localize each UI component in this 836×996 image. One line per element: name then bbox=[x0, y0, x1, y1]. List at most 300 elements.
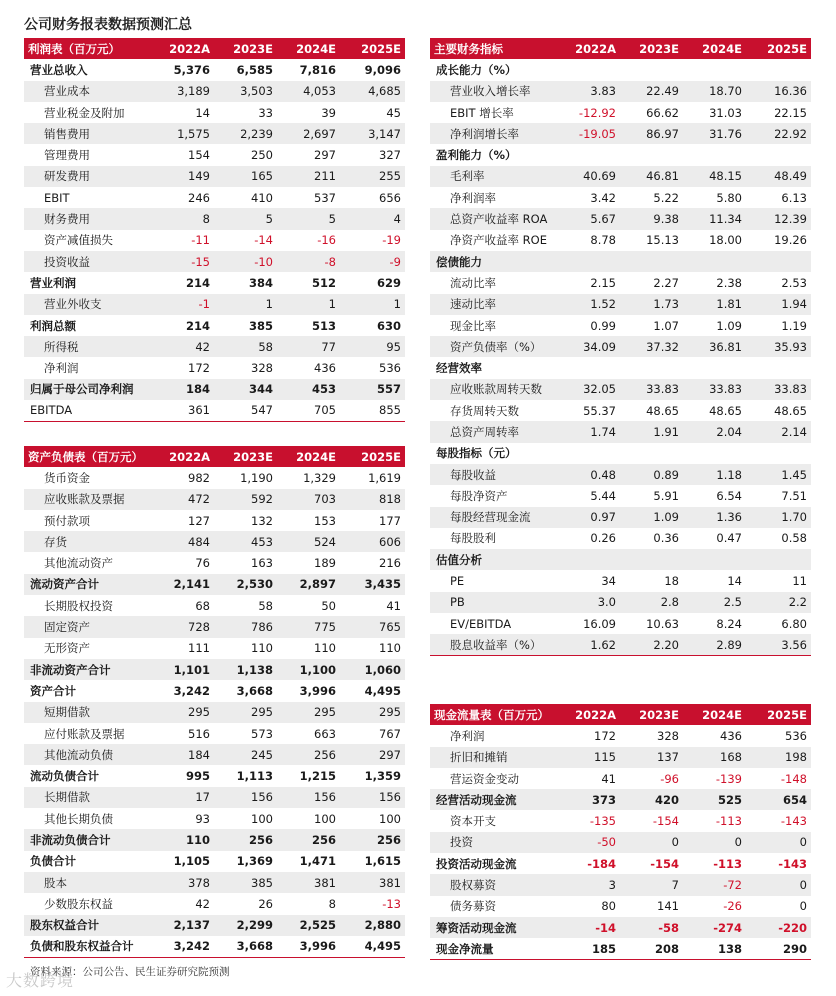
cell-value: 1,138 bbox=[214, 659, 277, 680]
row-label: 每股收益 bbox=[430, 464, 557, 485]
table-row bbox=[24, 765, 405, 786]
cell-value: 3.0 bbox=[557, 592, 620, 613]
cell-value: -14 bbox=[557, 917, 620, 938]
row-label: 估值分析 bbox=[430, 549, 557, 570]
cell-value: 3,189 bbox=[151, 81, 214, 102]
cell-value: 0 bbox=[683, 832, 746, 853]
row-label: 净利润 bbox=[450, 728, 485, 743]
cell-value: 7.51 bbox=[781, 488, 807, 503]
cell-value: 2.15 bbox=[590, 275, 616, 290]
table-row bbox=[24, 102, 405, 123]
cell-value: 66.62 bbox=[646, 105, 679, 120]
row-label: 所得税 bbox=[24, 336, 151, 357]
cell-value: 1.07 bbox=[653, 318, 679, 333]
cell-value: -113 bbox=[713, 856, 742, 871]
row-label: EBIT 增长率 bbox=[450, 105, 514, 120]
balance-sheet-table bbox=[24, 446, 405, 958]
row-label: 应收账款周转天数 bbox=[430, 379, 557, 400]
cell-value: 1.81 bbox=[683, 294, 746, 315]
cell-value: 156 bbox=[277, 787, 340, 808]
row-label: 每股经营现金流 bbox=[430, 507, 557, 528]
cell-value: 378 bbox=[151, 872, 214, 893]
table-row bbox=[24, 851, 405, 872]
row-label: 现金净流量 bbox=[430, 938, 557, 959]
cell-value: 786 bbox=[214, 616, 277, 637]
cell-value: 995 bbox=[185, 769, 210, 784]
cell-value: 100 bbox=[251, 811, 273, 826]
cell-value: 4,053 bbox=[277, 81, 340, 102]
table-row bbox=[430, 507, 811, 528]
cell-value: 344 bbox=[214, 379, 277, 400]
cell-value: 297 bbox=[314, 148, 336, 163]
row-label: 营业外收支 bbox=[24, 294, 151, 315]
row-label: 负债和股东权益合计 bbox=[24, 936, 151, 957]
cell-value: 1 bbox=[340, 294, 405, 315]
cell-value: 10.63 bbox=[646, 616, 679, 631]
cell-value: -50 bbox=[557, 832, 620, 853]
cell-value: -274 bbox=[683, 917, 746, 938]
cell-value: 31.03 bbox=[709, 105, 742, 120]
table-row bbox=[430, 336, 811, 357]
cell-value: 453 bbox=[214, 531, 277, 552]
row-label: 净利润率 bbox=[450, 190, 496, 205]
cell-value: 453 bbox=[277, 379, 340, 400]
row-label: EBITDA bbox=[24, 400, 151, 421]
row-label: 经营效率 bbox=[436, 361, 482, 376]
row-label: 负债合计 bbox=[30, 854, 76, 869]
cell-value: 2.8 bbox=[620, 592, 683, 613]
row-label: PB bbox=[430, 592, 557, 613]
cell-value: 256 bbox=[277, 829, 340, 850]
cell-value: 6.13 bbox=[781, 190, 807, 205]
row-label: 销售费用 bbox=[24, 123, 151, 144]
table-row bbox=[24, 808, 405, 829]
cell-value: -154 bbox=[650, 856, 679, 871]
cell-value: 1.09 bbox=[620, 507, 683, 528]
cell-value: 33.83 bbox=[683, 379, 746, 400]
cell-value: 17 bbox=[151, 787, 214, 808]
cell-value: 48.49 bbox=[746, 166, 811, 187]
cell-value: 208 bbox=[620, 938, 683, 959]
row-label: 归属于母公司净利润 bbox=[24, 379, 151, 400]
watermark: 大数跨境 bbox=[6, 971, 75, 990]
cell-value: 2,239 bbox=[214, 123, 277, 144]
cell-value: -148 bbox=[780, 771, 807, 786]
cell-value: 656 bbox=[379, 190, 401, 205]
table-row bbox=[430, 294, 811, 315]
cell-value: 12.39 bbox=[746, 208, 811, 229]
cell-value: 2,880 bbox=[340, 915, 405, 936]
cell-value: 156 bbox=[214, 787, 277, 808]
table-row bbox=[24, 744, 405, 765]
cell-value: 629 bbox=[376, 275, 401, 290]
cell-value: -154 bbox=[652, 814, 679, 829]
row-label: 长期股权投资 bbox=[44, 598, 113, 613]
cell-value: 1,619 bbox=[368, 470, 401, 485]
table-row bbox=[24, 400, 405, 421]
cell-value: 15.13 bbox=[646, 233, 679, 248]
table-row bbox=[430, 187, 811, 208]
column-header: 2024E bbox=[683, 38, 746, 59]
row-label: 营业总收入 bbox=[30, 62, 88, 77]
cell-value: 11.34 bbox=[683, 208, 746, 229]
cell-value: 86.97 bbox=[620, 123, 683, 144]
cell-value: -72 bbox=[683, 874, 746, 895]
cell-value bbox=[683, 144, 746, 165]
column-header: 2022A bbox=[557, 38, 620, 59]
cell-value: 16.36 bbox=[746, 81, 811, 102]
cell-value: 8.24 bbox=[716, 616, 742, 631]
cell-value: 1,471 bbox=[299, 854, 336, 869]
table-row bbox=[24, 680, 405, 701]
cell-value: 384 bbox=[248, 275, 273, 290]
cell-value: 0.47 bbox=[716, 531, 742, 546]
cell-value: 606 bbox=[340, 531, 405, 552]
cell-value: 48.65 bbox=[774, 403, 807, 418]
cell-value: 767 bbox=[379, 726, 401, 741]
cell-value: 1,329 bbox=[303, 470, 336, 485]
table-row bbox=[430, 725, 811, 746]
cell-value: 2.2 bbox=[746, 592, 811, 613]
cell-value: 1,190 bbox=[240, 470, 273, 485]
cell-value: 1,060 bbox=[340, 659, 405, 680]
cell-value: 41 bbox=[601, 771, 616, 786]
table-row bbox=[430, 853, 811, 874]
row-label: 流动资产合计 bbox=[24, 574, 151, 595]
row-label: 预付款项 bbox=[44, 513, 90, 528]
cell-value: 39 bbox=[321, 105, 336, 120]
row-label: 存货 bbox=[24, 531, 151, 552]
cell-value: 1,100 bbox=[277, 659, 340, 680]
table-row bbox=[24, 357, 405, 378]
cell-value: 172 bbox=[188, 361, 210, 376]
cell-value: 3,147 bbox=[340, 123, 405, 144]
table-header-row bbox=[24, 38, 405, 59]
cell-value: 41 bbox=[386, 598, 401, 613]
cell-value: 110 bbox=[379, 641, 401, 656]
table-row bbox=[430, 421, 811, 442]
cell-value: 76 bbox=[195, 556, 210, 571]
cell-value: 50 bbox=[321, 598, 336, 613]
table-row bbox=[430, 528, 811, 549]
row-label: 研发费用 bbox=[24, 166, 151, 187]
cell-value: 132 bbox=[251, 513, 273, 528]
cell-value: 1,369 bbox=[236, 854, 273, 869]
cell-value bbox=[746, 144, 811, 165]
row-label: 每股股利 bbox=[450, 531, 496, 546]
cell-value: 48.15 bbox=[683, 166, 746, 187]
table-row bbox=[24, 638, 405, 659]
cell-value: -16 bbox=[317, 233, 336, 248]
cell-value: 198 bbox=[746, 747, 811, 768]
cell-value: 46.81 bbox=[620, 166, 683, 187]
table-row bbox=[430, 485, 811, 506]
table-row bbox=[430, 634, 811, 655]
cell-value: 58 bbox=[214, 336, 277, 357]
table-row bbox=[430, 938, 811, 959]
table-header-row bbox=[24, 446, 405, 467]
column-header: 2023E bbox=[214, 38, 277, 59]
column-header: 2022A bbox=[557, 704, 620, 725]
table-row bbox=[430, 443, 811, 464]
cell-value bbox=[683, 59, 746, 80]
table-row bbox=[24, 272, 405, 293]
cell-value: 516 bbox=[188, 726, 210, 741]
table-row bbox=[24, 467, 405, 488]
cell-value: 110 bbox=[314, 641, 336, 656]
column-header: 2023E bbox=[214, 446, 277, 467]
cell-value: -139 bbox=[715, 771, 742, 786]
cell-value: 1.18 bbox=[683, 464, 746, 485]
table-row bbox=[24, 616, 405, 637]
row-label: 应付账款及票据 bbox=[44, 726, 125, 741]
row-label: 偿债能力 bbox=[430, 251, 557, 272]
row-label: 盈利能力（%） bbox=[436, 148, 517, 163]
cell-value: 1.45 bbox=[746, 464, 811, 485]
cell-value: 8 bbox=[328, 896, 336, 911]
cell-value: 818 bbox=[340, 489, 405, 510]
cell-value: 5.44 bbox=[590, 488, 616, 503]
cell-value: 163 bbox=[251, 556, 273, 571]
cell-value: 22.49 bbox=[620, 81, 683, 102]
cell-value: 19.26 bbox=[774, 233, 807, 248]
cell-value: 165 bbox=[214, 166, 277, 187]
cell-value: -11 bbox=[191, 233, 210, 248]
table-row bbox=[24, 315, 405, 336]
cell-value: 1.73 bbox=[620, 294, 683, 315]
cell-value: 295 bbox=[340, 702, 405, 723]
cell-value: 45 bbox=[386, 105, 401, 120]
cell-value: -15 bbox=[151, 251, 214, 272]
cell-value: 373 bbox=[557, 789, 620, 810]
table-row bbox=[24, 230, 405, 251]
row-label: 现金比率 bbox=[450, 318, 496, 333]
cell-value: 1.94 bbox=[746, 294, 811, 315]
table-row bbox=[430, 315, 811, 336]
table-row bbox=[24, 595, 405, 616]
cell-value: 513 bbox=[311, 318, 336, 333]
table-row bbox=[24, 659, 405, 680]
cell-value: 149 bbox=[151, 166, 214, 187]
cell-value: 2.38 bbox=[716, 275, 742, 290]
table-header-row bbox=[430, 38, 811, 59]
cell-value: -1 bbox=[151, 294, 214, 315]
table-header-row bbox=[430, 704, 811, 725]
cell-value: 3.83 bbox=[557, 81, 620, 102]
row-label: 营业利润 bbox=[30, 275, 76, 290]
table-row bbox=[430, 789, 811, 810]
cell-value: 524 bbox=[277, 531, 340, 552]
table-row bbox=[24, 936, 405, 957]
cell-value: 32.05 bbox=[557, 379, 620, 400]
column-header: 2022A bbox=[151, 446, 214, 467]
cell-value: 185 bbox=[557, 938, 620, 959]
cell-value: 484 bbox=[151, 531, 214, 552]
cell-value: 177 bbox=[379, 513, 401, 528]
cell-value: 214 bbox=[185, 318, 210, 333]
cell-value bbox=[620, 357, 683, 378]
cell-value: 1 bbox=[214, 294, 277, 315]
table-row bbox=[430, 81, 811, 102]
cell-value bbox=[683, 357, 746, 378]
cell-value: 2.89 bbox=[683, 634, 746, 655]
row-label: 股东权益合计 bbox=[24, 915, 151, 936]
cell-value: 0 bbox=[746, 832, 811, 853]
cell-value: 3,435 bbox=[340, 574, 405, 595]
cell-value: 1,105 bbox=[173, 854, 210, 869]
cell-value: 77 bbox=[277, 336, 340, 357]
cell-value: 1 bbox=[277, 294, 340, 315]
cell-value: 100 bbox=[379, 811, 401, 826]
row-label: 总资产周转率 bbox=[430, 421, 557, 442]
cell-value: 110 bbox=[251, 641, 273, 656]
row-label: 净利润 bbox=[44, 361, 79, 376]
row-label: 资产减值损失 bbox=[44, 233, 113, 248]
row-label: 其他长期负债 bbox=[44, 811, 113, 826]
row-label: 长期借款 bbox=[24, 787, 151, 808]
cell-value: 36.81 bbox=[683, 336, 746, 357]
column-header: 2023E bbox=[620, 704, 683, 725]
cell-value: -9 bbox=[340, 251, 405, 272]
cell-value: -143 bbox=[778, 856, 807, 871]
cell-value: 436 bbox=[314, 361, 336, 376]
row-label: 财务费用 bbox=[24, 208, 151, 229]
cell-value: 536 bbox=[785, 728, 807, 743]
cell-value: 2,299 bbox=[214, 915, 277, 936]
cell-value: 3,242 bbox=[151, 936, 214, 957]
cell-value: -58 bbox=[620, 917, 683, 938]
cell-value: 537 bbox=[314, 190, 336, 205]
cell-value: 9.38 bbox=[620, 208, 683, 229]
row-label: 每股净资产 bbox=[450, 488, 508, 503]
cell-value: 328 bbox=[251, 361, 273, 376]
row-label: 毛利率 bbox=[430, 166, 557, 187]
table-row bbox=[24, 723, 405, 744]
cell-value: 630 bbox=[376, 318, 401, 333]
table-row bbox=[430, 592, 811, 613]
row-label: 其他流动资产 bbox=[44, 556, 113, 571]
column-header: 2025E bbox=[746, 38, 811, 59]
table-row bbox=[24, 379, 405, 400]
row-label: 货币资金 bbox=[44, 470, 90, 485]
table-row bbox=[24, 336, 405, 357]
cell-value: 4,685 bbox=[340, 81, 405, 102]
row-label: 固定资产 bbox=[24, 616, 151, 637]
row-label: 投资 bbox=[430, 832, 557, 853]
cell-value: 0.36 bbox=[653, 531, 679, 546]
cell-value: 5 bbox=[214, 208, 277, 229]
cell-value: 256 bbox=[277, 744, 340, 765]
table-title: 资产负债表（百万元） bbox=[24, 446, 151, 467]
cell-value: 0.89 bbox=[620, 464, 683, 485]
cell-value: 0.26 bbox=[590, 531, 616, 546]
cell-value: -135 bbox=[589, 814, 616, 829]
table-row bbox=[430, 896, 811, 917]
table-row bbox=[24, 294, 405, 315]
source-note: 资料来源：公司公告、民生证券研究院预测 bbox=[30, 966, 230, 978]
cell-value: 1.74 bbox=[557, 421, 620, 442]
table-title: 利润表（百万元） bbox=[24, 38, 151, 59]
cell-value: 250 bbox=[251, 148, 273, 163]
cell-value: 172 bbox=[594, 728, 616, 743]
cell-value: 110 bbox=[151, 829, 214, 850]
cell-value: 22.92 bbox=[746, 123, 811, 144]
cell-value: -10 bbox=[214, 251, 277, 272]
cell-value: 3.42 bbox=[590, 190, 616, 205]
cell-value: 18.00 bbox=[709, 233, 742, 248]
cell-value: 1,575 bbox=[151, 123, 214, 144]
cell-value: 16.09 bbox=[583, 616, 616, 631]
cell-value: 37.32 bbox=[620, 336, 683, 357]
table-row bbox=[430, 59, 811, 80]
cell-value bbox=[557, 549, 620, 570]
cell-value: 290 bbox=[746, 938, 811, 959]
cash-flow-table bbox=[430, 704, 811, 960]
cell-value: 100 bbox=[314, 811, 336, 826]
row-label: 流动比率 bbox=[450, 275, 496, 290]
cell-value: 245 bbox=[214, 744, 277, 765]
cell-value: 765 bbox=[340, 616, 405, 637]
cell-value bbox=[746, 59, 811, 80]
cell-value: 2.27 bbox=[653, 275, 679, 290]
table-row bbox=[24, 81, 405, 102]
row-label: 净利润增长率 bbox=[430, 123, 557, 144]
cell-value bbox=[557, 144, 620, 165]
cell-value: 184 bbox=[151, 744, 214, 765]
row-label: 管理费用 bbox=[44, 148, 90, 163]
row-label: 资产合计 bbox=[30, 683, 76, 698]
cell-value: 5.67 bbox=[557, 208, 620, 229]
cell-value: 256 bbox=[340, 829, 405, 850]
cell-value: 214 bbox=[185, 275, 210, 290]
cell-value: 536 bbox=[379, 361, 401, 376]
cell-value: 3,668 bbox=[214, 936, 277, 957]
row-label: 净资产收益率 ROE bbox=[450, 233, 547, 248]
table-row bbox=[430, 379, 811, 400]
cell-value: 8.78 bbox=[590, 233, 616, 248]
cell-value bbox=[620, 549, 683, 570]
cell-value: 472 bbox=[151, 489, 214, 510]
cell-value: 1.09 bbox=[716, 318, 742, 333]
cell-value: -19.05 bbox=[557, 123, 620, 144]
cell-value: 592 bbox=[214, 489, 277, 510]
cell-value: 189 bbox=[314, 556, 336, 571]
row-label: 资本开支 bbox=[450, 814, 496, 829]
cell-value: 3 bbox=[557, 874, 620, 895]
cell-value: 1.52 bbox=[557, 294, 620, 315]
cell-value bbox=[683, 549, 746, 570]
cell-value: 9,096 bbox=[364, 62, 401, 77]
table-row bbox=[24, 574, 405, 595]
cell-value: 33.83 bbox=[746, 379, 811, 400]
cell-value: 327 bbox=[379, 148, 401, 163]
cell-value: 2.5 bbox=[683, 592, 746, 613]
row-label: 流动负债合计 bbox=[30, 769, 99, 784]
table-row bbox=[24, 787, 405, 808]
cell-value: 1.62 bbox=[557, 634, 620, 655]
cell-value: 328 bbox=[657, 728, 679, 743]
row-label: 每股指标（元） bbox=[436, 446, 517, 461]
cell-value: 14 bbox=[727, 574, 742, 589]
cell-value: 246 bbox=[188, 190, 210, 205]
cell-value: 2.53 bbox=[781, 275, 807, 290]
cell-value: 111 bbox=[188, 641, 210, 656]
cell-value: 0.97 bbox=[557, 507, 620, 528]
cell-value: 654 bbox=[746, 789, 811, 810]
cell-value: -184 bbox=[587, 856, 616, 871]
cell-value: 3.56 bbox=[746, 634, 811, 655]
cell-value: 381 bbox=[340, 872, 405, 893]
